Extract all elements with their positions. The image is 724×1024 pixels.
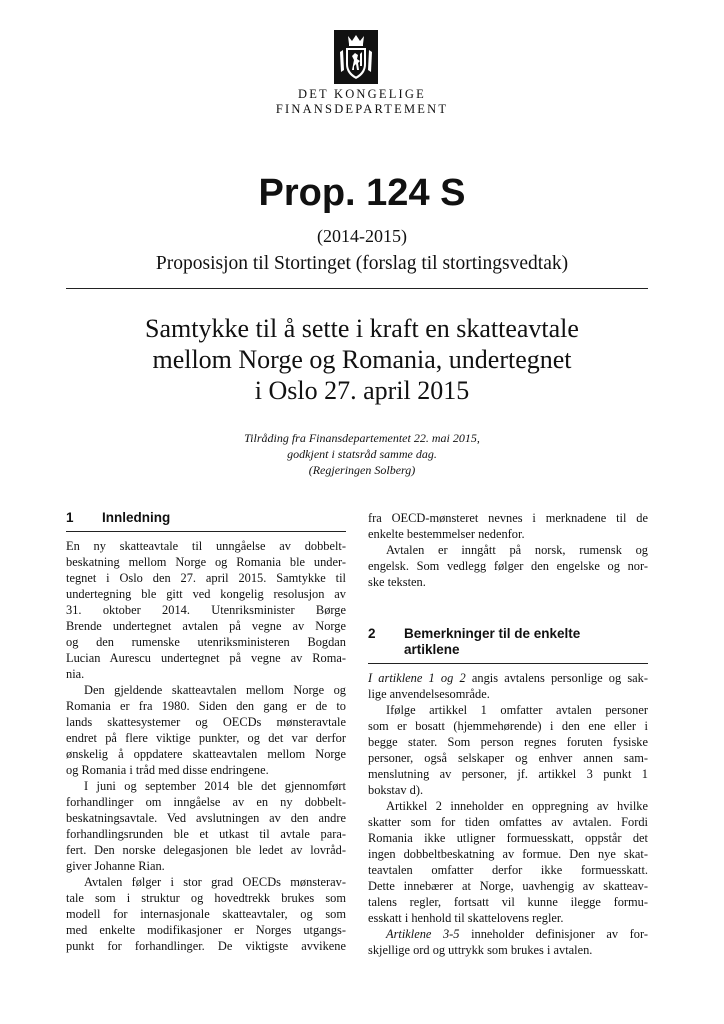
body-line: Brende undertegnet avtalen på vegne av Norge bbox=[66, 619, 346, 633]
title-divider bbox=[66, 288, 648, 289]
body-line: begge stater. Som person regnes foruten fysiske bbox=[368, 735, 648, 749]
body-line: modell for internasjonale skatteavtaler, og som bbox=[66, 907, 346, 921]
body-line: Artikkel 2 inneholder en oppregning av hvilke bbox=[386, 799, 648, 813]
body-line: personer, også selskaper og enhver annen sam- bbox=[368, 751, 648, 765]
approval-line: (Regjeringen Solberg) bbox=[308, 463, 416, 477]
body-line: Dette innebærer at Norge, uavhengig av skatteav- bbox=[368, 879, 648, 893]
body-line: tale som i struktur og hovedtrekk brukes som bbox=[66, 891, 346, 905]
body-line: forhandlinger om inngåelse av en ny dobbelt- bbox=[66, 795, 346, 809]
body-line: Avtalen følger i stor grad OECDs mønsterav- bbox=[84, 875, 346, 889]
body-line: skjellige ord og uttrykk som brukes i avtalen. bbox=[368, 943, 593, 957]
body-line: 31. oktober 2014. Utenriksminister Børge bbox=[66, 603, 346, 617]
body-line: giver Johanne Rian. bbox=[66, 859, 165, 873]
body-line: tegnet i Oslo den 27. april 2015. Samtykke til bbox=[66, 571, 346, 585]
right-column bbox=[368, 510, 648, 958]
article-reference: Artiklene 3-5 bbox=[386, 927, 460, 941]
body-line bbox=[368, 670, 648, 686]
body-text: inneholder definisjoner av for- bbox=[459, 927, 648, 941]
body-line bbox=[368, 926, 648, 942]
department-name-line2: FINANSDEPARTEMENT bbox=[275, 102, 449, 116]
body-line: enkelte bestemmelser nedenfor. bbox=[368, 527, 525, 541]
proposition-title: Prop. 124 S bbox=[258, 172, 466, 214]
body-line: talens regler, fortsatt vil kunne ilegge formu- bbox=[368, 895, 648, 909]
body-text: angis avtalens personlige og sak- bbox=[465, 671, 648, 685]
body-line: Avtalen er inngått på norsk, rumensk og bbox=[386, 543, 648, 557]
approval-line: Tilråding fra Finansdepartementet 22. mai 2015, bbox=[244, 431, 480, 445]
body-line: Romania er fra 1980. Siden den gang er de to bbox=[66, 699, 346, 713]
body-line: med enkelte modifikasjoner er Norges utgangs- bbox=[66, 923, 346, 937]
section-number: 1 bbox=[66, 510, 74, 525]
section-title-line: Bemerkninger til de enkelte bbox=[404, 626, 581, 641]
approval-line: godkjent i statsråd samme dag. bbox=[287, 447, 437, 461]
body-line: beskatning mellom Norge og Romania ble under- bbox=[66, 555, 346, 569]
body-line: som er bosatt (hjemmehørende) i den ene eller i bbox=[368, 719, 648, 733]
left-column bbox=[66, 510, 346, 954]
body-line: og den rumenske utenriksministeren Bogdan bbox=[66, 635, 346, 649]
session-years: (2014-2015) bbox=[317, 226, 407, 246]
article-reference: I artiklene 1 og 2 bbox=[368, 671, 466, 685]
document-title bbox=[90, 313, 634, 406]
body-line: ske teksten. bbox=[368, 575, 426, 589]
body-line: menslutning av personer, jf. artikkel 3 punkt 1 bbox=[368, 767, 648, 781]
section-rule bbox=[368, 663, 648, 664]
body-line: beskatningsavtale. Ved avslutningen av den andre bbox=[66, 811, 346, 825]
proposition-subtitle: Proposisjon til Stortinget (forslag til stortingsvedtak) bbox=[155, 253, 569, 274]
document-title-line: Samtykke til å sette i kraft en skatteavtale bbox=[145, 314, 579, 343]
section-heading bbox=[66, 510, 346, 526]
body-line: nia. bbox=[66, 667, 85, 681]
body-line: Lucian Aurescu undertegnet på vegne av Roma- bbox=[66, 651, 346, 665]
body-line: ønskelig å oppdatere skatteavtalen mellom Norge bbox=[66, 747, 346, 761]
body-line: forhandlingsrunden ble et utkast til avtale para- bbox=[66, 827, 346, 841]
body-line: ingen dobbeltbeskatning av formue. Den nye skat- bbox=[368, 847, 648, 861]
body-line: En ny skatteavtale til unngåelse av dobbelt- bbox=[66, 539, 346, 553]
body-line: Romania ikke utligner formuesskatt, oppstår det bbox=[368, 831, 648, 845]
body-line: fra OECD-mønsteret nevnes i merknadene til de bbox=[368, 511, 648, 525]
body-line: lige anvendelsesområde. bbox=[368, 687, 490, 701]
department-name-line1: DET KONGELIGE bbox=[297, 87, 426, 101]
body-line: skatter som for tiden omfattes av avtalen. Fordi bbox=[368, 815, 648, 829]
body-line: Ifølge artikkel 1 omfatter avtalen personer bbox=[386, 703, 648, 717]
section-title-line: artiklene bbox=[404, 642, 460, 657]
body-line: teavtalen omfatter derfor ikke formuesskatt. bbox=[368, 863, 648, 877]
body-line: endret på flere viktige punkter, og det var derfor bbox=[66, 731, 346, 745]
body-line: undertegning ble gitt ved kongelig resolusjon av bbox=[66, 587, 346, 601]
body-line: fert. Den norske delegasjonen ble ledet av lovråd- bbox=[66, 843, 346, 857]
section-title: Innledning bbox=[102, 510, 171, 525]
body-line: Den gjeldende skatteavtalen mellom Norge og bbox=[84, 683, 346, 697]
section-rule bbox=[66, 531, 346, 532]
body-line: og Romania i tråd med disse endringene. bbox=[66, 763, 269, 777]
section-heading-block bbox=[368, 626, 648, 664]
section-number: 2 bbox=[368, 626, 376, 641]
document-title-line: mellom Norge og Romania, undertegnet bbox=[152, 345, 572, 374]
document-title-line: i Oslo 27. april 2015 bbox=[254, 376, 470, 405]
body-line: lands skattesystemer og OECDs mønsteravtale bbox=[66, 715, 346, 729]
body-line: punkt for forhandlinger. De viktigste avvikene bbox=[66, 939, 346, 953]
body-line: esskatt i henhold til skattelovens regler. bbox=[368, 911, 564, 925]
body-line: I juni og september 2014 ble det gjennomført bbox=[84, 779, 346, 793]
body-line: bokstav d). bbox=[368, 783, 424, 797]
approval-note bbox=[150, 430, 574, 478]
section-title bbox=[404, 626, 580, 658]
body-line: engelsk. Som vedlegg følger den engelske og nor- bbox=[368, 559, 648, 573]
royal-coat-of-arms-icon bbox=[334, 30, 378, 84]
section-heading bbox=[368, 626, 648, 658]
